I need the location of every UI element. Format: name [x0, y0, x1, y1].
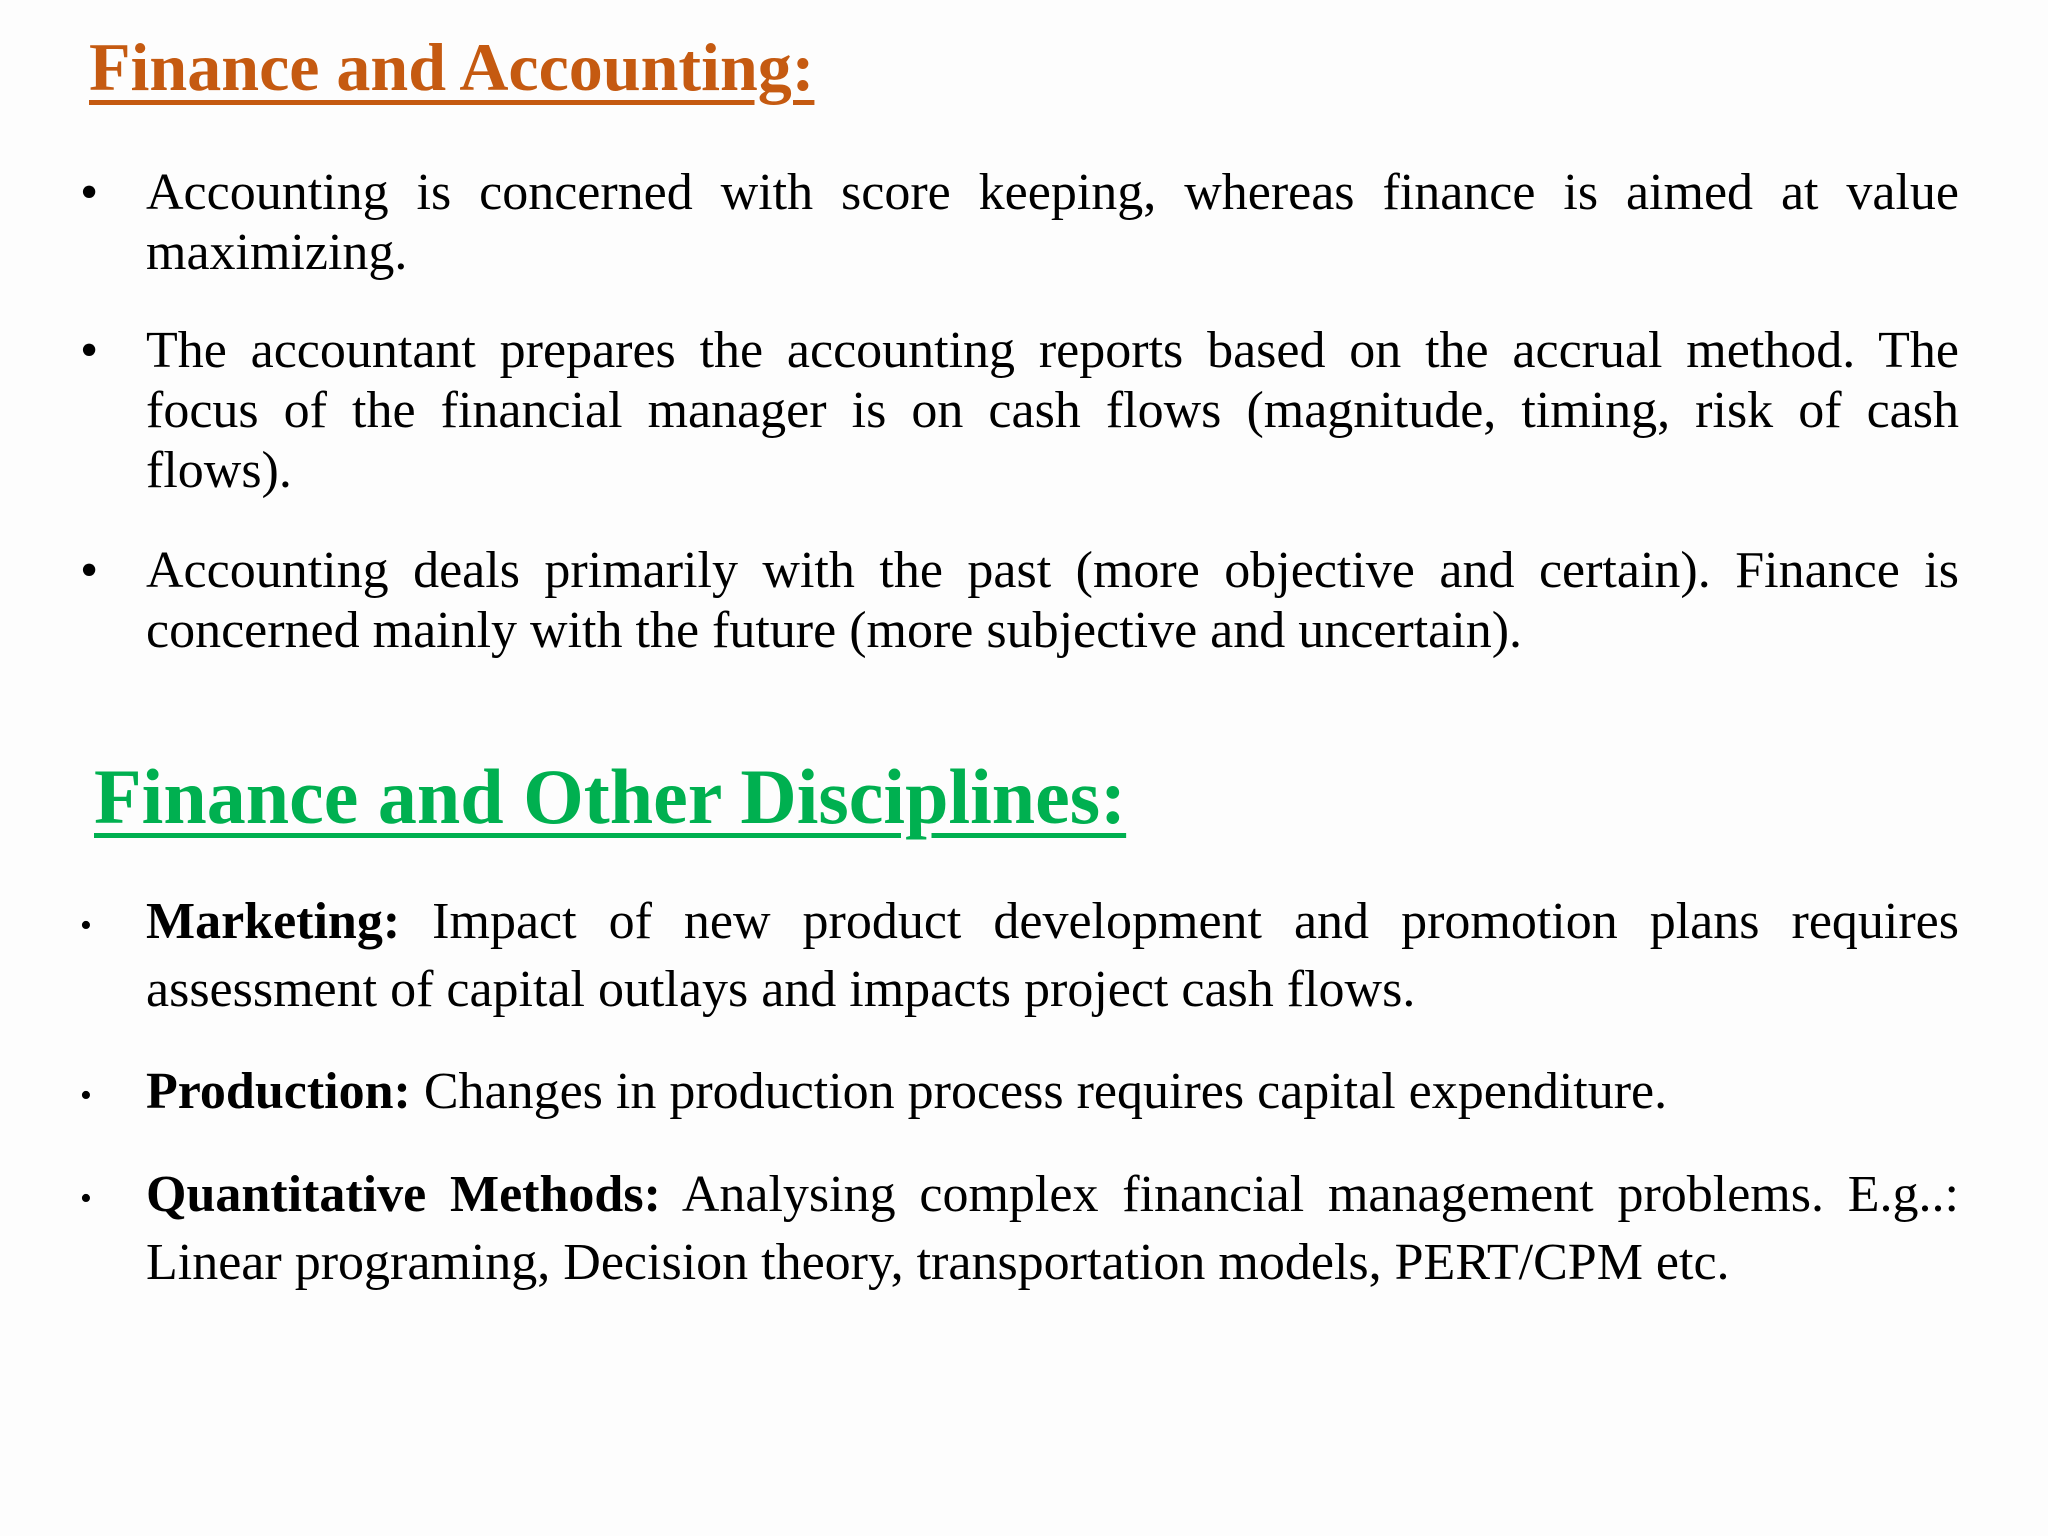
list-item	[80, 1161, 1959, 1297]
bullet-icon: •	[80, 322, 99, 379]
list-item-text: Impact of new product development and promotion plans requires assessment of capital outlays and impacts project cash flows.	[146, 893, 1959, 1018]
list-item	[80, 1058, 1959, 1126]
section-title-finance-accounting: Finance and Accounting:	[89, 29, 815, 105]
list-item	[80, 163, 1959, 283]
list-item-text: The accountant prepares the accounting reports based on the accrual method. The focus of the financial manager is on cash flows (magnitude, timing, risk of cash flows).	[146, 322, 1959, 499]
list-item	[80, 541, 1959, 661]
list-item-term: Production:	[146, 1063, 411, 1120]
bullet-icon: •	[80, 1077, 92, 1114]
list-item-text: Changes in production process requires capital expenditure.	[410, 1063, 1668, 1120]
list-item-text: Accounting is concerned with score keeping, whereas finance is aimed at value maximizing.	[146, 164, 1959, 281]
section-title-finance-other-disciplines: Finance and Other Disciplines:	[94, 753, 1127, 840]
list-item-text: Analysing complex financial management problems. E.g..: Linear programing, Decision theory, transportation models, PERT/CPM etc.	[146, 1166, 1959, 1291]
list-item	[80, 321, 1959, 501]
bullet-icon: •	[80, 1180, 92, 1217]
list-item-term: Marketing:	[146, 893, 401, 950]
bullet-icon: •	[80, 542, 99, 599]
bullet-icon: •	[80, 907, 92, 944]
bullet-icon: •	[80, 164, 99, 221]
list-item-term: Quantitative Methods:	[146, 1166, 661, 1223]
list-item-text: Accounting deals primarily with the past (more objective and certain). Finance is concerned mainly with the future (more subjective and uncertain).	[146, 542, 1959, 659]
list-item	[80, 888, 1959, 1024]
